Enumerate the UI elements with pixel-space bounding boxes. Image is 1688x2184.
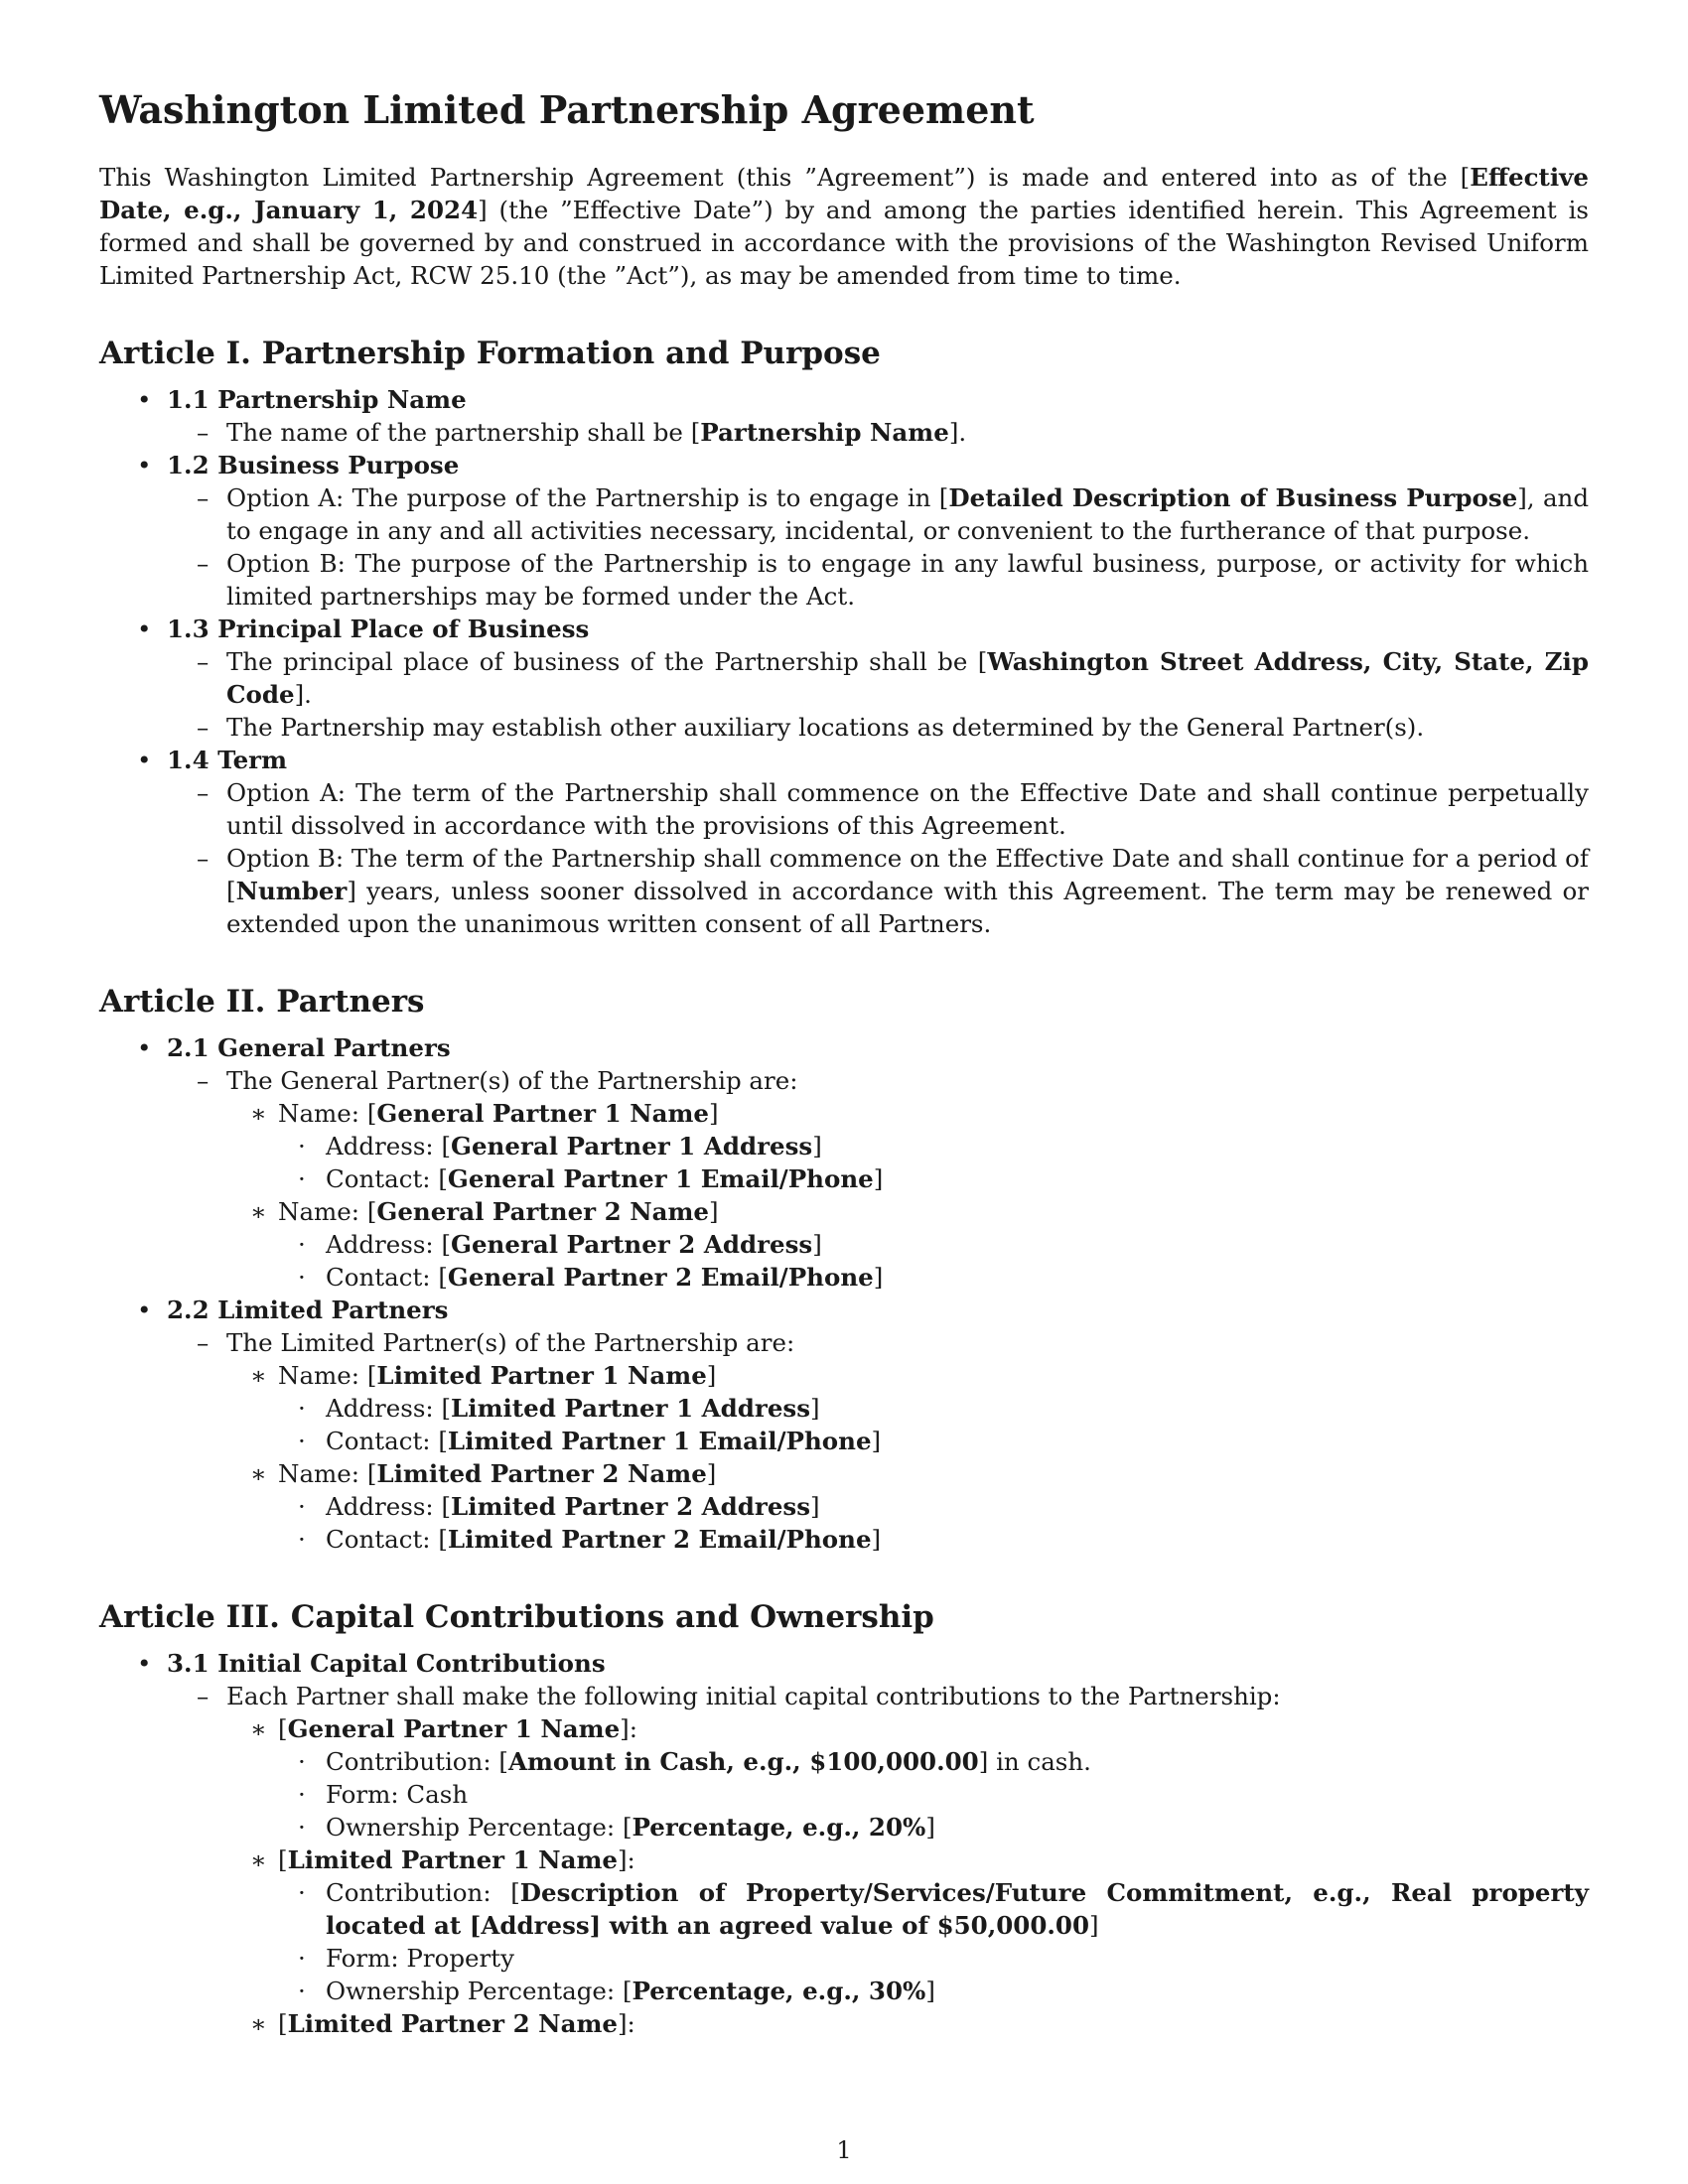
partner-contact: · Contact: [Limited Partner 2 Email/Phone]	[298, 1525, 882, 1554]
list-item: – Each Partner shall make the following initial capital contributions to the Partnership:	[197, 1682, 1281, 1710]
partner-name: ∗ Name: [Limited Partner 2 Name]	[250, 1459, 717, 1488]
bullet-icon: •	[137, 614, 152, 643]
partner-name: ∗ Name: [Limited Partner 1 Name]	[250, 1361, 717, 1390]
page-number: 1	[836, 2136, 852, 2164]
section-1-1: • 1.1 Partnership Name	[137, 385, 467, 414]
bullet-icon: •	[137, 385, 152, 414]
asterisk-icon: ∗	[250, 2009, 267, 2038]
contribution-amount: · Contribution: [Description of Property/Services/Future Commitment, e.g., Real property located at [Address] with an agreed value of $50,000.00]	[298, 1878, 1589, 1940]
asterisk-icon: ∗	[250, 1197, 267, 1226]
dot-icon: ·	[298, 1230, 306, 1259]
dash-icon: –	[197, 778, 210, 807]
contribution-partner: ∗ [Limited Partner 2 Name]:	[250, 2009, 635, 2038]
section-2-2: • 2.2 Limited Partners	[137, 1296, 449, 1324]
partner-contact: · Contact: [General Partner 2 Email/Phone]	[298, 1263, 884, 1292]
bullet-icon: •	[137, 1296, 152, 1324]
list-item: – Option B: The term of the Partnership shall commence on the Effective Date and shall continue for a period of [Number] years, unless sooner dissolved in accordance with this Agreement. The term may be renewed or extended upon the unanimous written consent of all Partners.	[197, 844, 1589, 938]
dot-icon: ·	[298, 1977, 306, 2005]
dash-icon: –	[197, 1328, 210, 1357]
document-title: Washington Limited Partnership Agreement	[99, 87, 1035, 132]
bullet-icon: •	[137, 1649, 152, 1678]
dot-icon: ·	[298, 1132, 306, 1160]
bullet-icon: •	[137, 1033, 152, 1062]
list-item: – Option A: The purpose of the Partnership is to engage in [Detailed Description of Business Purpose], and to engage in any and all activities necessary, incidental, or convenient to the furtherance of that purpose.	[197, 483, 1590, 545]
dash-icon: –	[197, 418, 210, 447]
partner-name: ∗ Name: [General Partner 2 Name]	[250, 1197, 719, 1226]
intro-paragraph: This Washington Limited Partnership Agreement (this ”Agreement”) is made and entered into as of the [Effective Date, e.g., January 1, 2024] (the ”Effective Date”) by and among the parties identified herein. This Agreement is formed and shall be governed by and construed in accordance with the provisions of the Washington Revised Uniform Limited Partnership Act, RCW 25.10 (the ”Act”), as may be amended from time to time.	[99, 163, 1589, 290]
dot-icon: ·	[298, 1164, 306, 1193]
dash-icon: –	[197, 844, 210, 873]
asterisk-icon: ∗	[250, 1459, 267, 1488]
bullet-icon: •	[137, 746, 152, 774]
dash-icon: –	[197, 647, 210, 676]
dot-icon: ·	[298, 1427, 306, 1455]
list-item: – Option B: The purpose of the Partnership is to engage in any lawful business, purpose, or activity for which limited partnerships may be formed under the Act.	[197, 549, 1589, 611]
contribution-partner: ∗ [Limited Partner 1 Name]:	[250, 1845, 635, 1874]
contribution-form: · Form: Cash	[298, 1780, 469, 1809]
contribution-form: · Form: Property	[298, 1944, 514, 1973]
dot-icon: ·	[298, 1394, 306, 1423]
partner-contact: · Contact: [General Partner 1 Email/Phone]	[298, 1164, 884, 1193]
partner-address: · Address: [General Partner 2 Address]	[298, 1230, 822, 1259]
dash-icon: –	[197, 1066, 210, 1095]
dash-icon: –	[197, 1682, 210, 1710]
contribution-partner: ∗ [General Partner 1 Name]:	[250, 1714, 637, 1743]
dot-icon: ·	[298, 1780, 306, 1809]
ownership-percentage: · Ownership Percentage: [Percentage, e.g., 20%]	[298, 1813, 935, 1842]
list-item: – The Partnership may establish other auxiliary locations as determined by the General Partner(s).	[197, 713, 1425, 742]
list-item: – Option A: The term of the Partnership shall commence on the Effective Date and shall continue perpetually until dissolved in accordance with the provisions of this Agreement.	[197, 778, 1589, 840]
section-3-1: • 3.1 Initial Capital Contributions	[137, 1649, 606, 1678]
asterisk-icon: ∗	[250, 1845, 267, 1874]
dash-icon: –	[197, 549, 210, 578]
ownership-percentage: · Ownership Percentage: [Percentage, e.g., 30%]	[298, 1977, 935, 2005]
partner-address: · Address: [Limited Partner 1 Address]	[298, 1394, 820, 1423]
partner-name: ∗ Name: [General Partner 1 Name]	[250, 1099, 719, 1128]
bullet-icon: •	[137, 451, 152, 479]
dot-icon: ·	[298, 1813, 306, 1842]
dash-icon: –	[197, 713, 210, 742]
contribution-amount: · Contribution: [Amount in Cash, e.g., $100,000.00] in cash.	[298, 1747, 1091, 1776]
article-3-heading: Article III. Capital Contributions and Ownership	[99, 1599, 934, 1635]
section-1-3: • 1.3 Principal Place of Business	[137, 614, 590, 643]
asterisk-icon: ∗	[250, 1714, 267, 1743]
section-2-1: • 2.1 General Partners	[137, 1033, 451, 1062]
dot-icon: ·	[298, 1263, 306, 1292]
asterisk-icon: ∗	[250, 1361, 267, 1390]
list-item: – The General Partner(s) of the Partnership are:	[197, 1066, 798, 1095]
dash-icon: –	[197, 483, 210, 512]
dot-icon: ·	[298, 1747, 306, 1776]
dot-icon: ·	[298, 1492, 306, 1521]
partner-address: · Address: [Limited Partner 2 Address]	[298, 1492, 820, 1521]
list-item: – The principal place of business of the Partnership shall be [Washington Street Address, City, State, Zip Code].	[197, 647, 1589, 709]
document-page	[99, 87, 1589, 2040]
dot-icon: ·	[298, 1525, 306, 1554]
section-1-4: • 1.4 Term	[137, 746, 287, 774]
article-1-heading: Article I. Partnership Formation and Purpose	[99, 336, 881, 371]
asterisk-icon: ∗	[250, 1099, 267, 1128]
dot-icon: ·	[298, 1944, 306, 1973]
list-item: – The Limited Partner(s) of the Partnership are:	[197, 1328, 795, 1357]
list-item: – The name of the partnership shall be [Partnership Name].	[197, 418, 967, 447]
dot-icon: ·	[298, 1878, 306, 1907]
section-1-2: • 1.2 Business Purpose	[137, 451, 460, 479]
partner-address: · Address: [General Partner 1 Address]	[298, 1132, 822, 1160]
article-2-heading: Article II. Partners	[99, 984, 425, 1020]
partner-contact: · Contact: [Limited Partner 1 Email/Phone]	[298, 1427, 882, 1455]
